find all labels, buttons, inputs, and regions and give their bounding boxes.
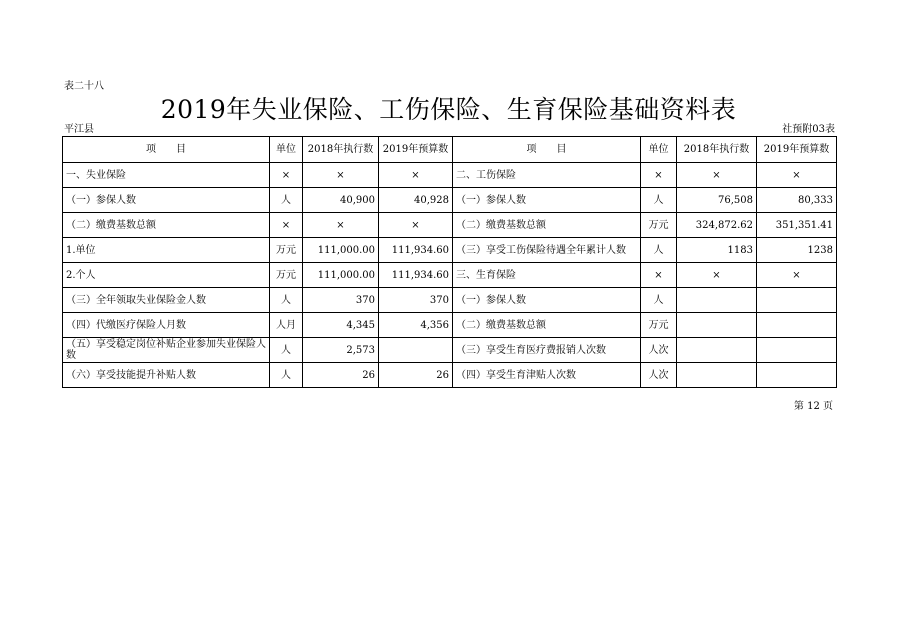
- left-unit-cell: ×: [270, 213, 303, 238]
- right-2019-cell: ×: [757, 163, 837, 188]
- left-item-cell: 1.单位: [63, 238, 270, 263]
- left-2018-cell: ×: [303, 213, 379, 238]
- header-unit: 单位: [270, 137, 303, 163]
- left-2018-cell: 2,573: [303, 338, 379, 363]
- left-2018-cell: 40,900: [303, 188, 379, 213]
- right-unit-cell: ×: [641, 163, 677, 188]
- left-unit-cell: 人: [270, 188, 303, 213]
- right-2018-cell: 76,508: [677, 188, 757, 213]
- left-item-cell: （三）全年领取失业保险金人数: [63, 288, 270, 313]
- left-item-cell: （六）享受技能提升补贴人数: [63, 363, 270, 388]
- right-2019-cell: [757, 363, 837, 388]
- right-2018-cell: 324,872.62: [677, 213, 757, 238]
- left-item-cell: （一）参保人数: [63, 188, 270, 213]
- page-number: 第 12 页: [793, 401, 833, 412]
- right-2018-cell: 1183: [677, 238, 757, 263]
- right-unit-cell: 人次: [641, 338, 677, 363]
- insurance-data-table: [62, 136, 837, 388]
- left-item-cell: （二）缴费基数总额: [63, 213, 270, 238]
- right-unit-cell: 万元: [641, 313, 677, 338]
- right-2019-cell: 1238: [757, 238, 837, 263]
- left-unit-cell: 人: [270, 338, 303, 363]
- left-item-cell: （四）代缴医疗保险人月数: [63, 313, 270, 338]
- table-row: [63, 188, 837, 213]
- left-unit-cell: 人: [270, 363, 303, 388]
- right-2018-cell: [677, 363, 757, 388]
- right-unit-cell: 人: [641, 188, 677, 213]
- right-item-cell: （三）享受工伤保险待遇全年累计人数: [453, 238, 641, 263]
- header-2019-budget: 2019年预算数: [379, 137, 453, 163]
- left-2019-cell: 111,934.60: [379, 238, 453, 263]
- table-label: 表二十八: [64, 81, 104, 92]
- left-2019-cell: ×: [379, 213, 453, 238]
- form-code: 社预附03表: [782, 124, 835, 135]
- left-2019-cell: ×: [379, 163, 453, 188]
- right-item-cell: 二、工伤保险: [453, 163, 641, 188]
- right-2018-cell: [677, 338, 757, 363]
- right-2019-cell: 80,333: [757, 188, 837, 213]
- right-unit-cell: 人次: [641, 363, 677, 388]
- left-2019-cell: [379, 338, 453, 363]
- table-row: [63, 313, 837, 338]
- right-2018-cell: ×: [677, 163, 757, 188]
- left-unit-cell: 万元: [270, 238, 303, 263]
- left-2018-cell: 111,000.00: [303, 238, 379, 263]
- right-item-cell: （一）参保人数: [453, 288, 641, 313]
- left-2019-cell: 40,928: [379, 188, 453, 213]
- right-item-cell: （一）参保人数: [453, 188, 641, 213]
- table-row: [63, 263, 837, 288]
- right-unit-cell: ×: [641, 263, 677, 288]
- county-label: 平江县: [64, 124, 94, 135]
- table-row: [63, 363, 837, 388]
- right-2019-cell: 351,351.41: [757, 213, 837, 238]
- right-2018-cell: [677, 313, 757, 338]
- right-item-cell: （三）享受生育医疗费报销人次数: [453, 338, 641, 363]
- left-2018-cell: ×: [303, 163, 379, 188]
- right-unit-cell: 万元: [641, 213, 677, 238]
- left-unit-cell: 万元: [270, 263, 303, 288]
- header-item: 项 目: [63, 137, 270, 163]
- left-2019-cell: 370: [379, 288, 453, 313]
- table-row: [63, 213, 837, 238]
- header-2019-budget-right: 2019年预算数: [757, 137, 837, 163]
- left-unit-cell: 人: [270, 288, 303, 313]
- right-2019-cell: ×: [757, 263, 837, 288]
- document-title: 2019年失业保险、工伤保险、生育保险基础资料表: [160, 95, 737, 124]
- left-2019-cell: 111,934.60: [379, 263, 453, 288]
- left-2018-cell: 370: [303, 288, 379, 313]
- table-row: [63, 288, 837, 313]
- right-2018-cell: ×: [677, 263, 757, 288]
- table-row: [63, 163, 837, 188]
- table-row: [63, 338, 837, 363]
- right-unit-cell: 人: [641, 238, 677, 263]
- header-2018-exec-right: 2018年执行数: [677, 137, 757, 163]
- right-2019-cell: [757, 338, 837, 363]
- left-unit-cell: ×: [270, 163, 303, 188]
- table-row: [63, 238, 837, 263]
- right-2018-cell: [677, 288, 757, 313]
- left-unit-cell: 人月: [270, 313, 303, 338]
- left-item-cell: 一、失业保险: [63, 163, 270, 188]
- left-2019-cell: 4,356: [379, 313, 453, 338]
- header-2018-exec: 2018年执行数: [303, 137, 379, 163]
- table-body: [63, 163, 837, 388]
- header-row: [63, 137, 837, 163]
- right-item-cell: （二）缴费基数总额: [453, 213, 641, 238]
- right-2019-cell: [757, 288, 837, 313]
- left-2019-cell: 26: [379, 363, 453, 388]
- left-2018-cell: 4,345: [303, 313, 379, 338]
- header-item-right: 项 目: [453, 137, 641, 163]
- left-2018-cell: 26: [303, 363, 379, 388]
- right-2019-cell: [757, 313, 837, 338]
- left-item-cell: （五）享受稳定岗位补贴企业参加失业保险人数: [63, 338, 270, 363]
- right-item-cell: 三、生育保险: [453, 263, 641, 288]
- right-item-cell: （四）享受生育津贴人次数: [453, 363, 641, 388]
- header-unit-right: 单位: [641, 137, 677, 163]
- right-item-cell: （二）缴费基数总额: [453, 313, 641, 338]
- left-item-cell: 2.个人: [63, 263, 270, 288]
- right-unit-cell: 人: [641, 288, 677, 313]
- left-2018-cell: 111,000.00: [303, 263, 379, 288]
